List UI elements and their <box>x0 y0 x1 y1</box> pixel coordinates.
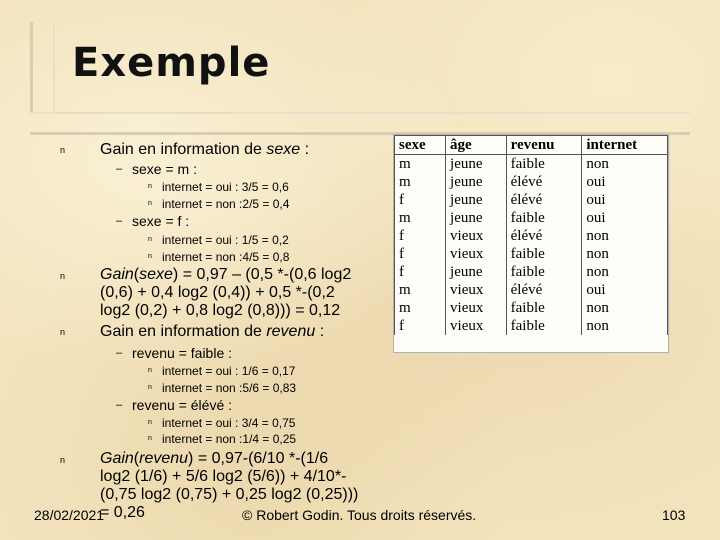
bullet-marker: n <box>148 183 152 190</box>
table-cell: jeune <box>446 173 507 191</box>
dash-marker: – <box>116 215 123 227</box>
slide-title: Exemple <box>72 40 271 86</box>
subsubitem: internet = oui : 3/5 = 0,6 <box>162 180 289 194</box>
table-cell: oui <box>582 173 668 191</box>
bullet-marker: n <box>148 236 152 243</box>
table-cell: non <box>582 245 668 263</box>
bullet-marker: n <box>60 327 66 337</box>
bullet-marker: n <box>60 271 66 281</box>
bullet-marker: n <box>148 367 152 374</box>
bullet-marker: n <box>148 419 152 426</box>
table-cell: m <box>395 155 446 174</box>
table-row <box>395 299 668 317</box>
subsubitem: internet = non :1/4 = 0,25 <box>162 432 297 446</box>
table-row <box>395 209 668 227</box>
table-header-row <box>395 136 668 155</box>
subsubitem: internet = oui : 1/5 = 0,2 <box>162 233 289 247</box>
formula-line: = 0,26 <box>100 504 145 521</box>
table-cell: jeune <box>446 263 507 281</box>
text: : <box>315 323 325 340</box>
table-cell: faible <box>506 245 582 263</box>
table-cell: f <box>395 317 446 335</box>
table-cell: f <box>395 245 446 263</box>
dash-marker: – <box>116 399 123 411</box>
fn-name: Gain <box>100 450 134 467</box>
text: Gain en information de <box>100 141 267 158</box>
table-header-cell: sexe <box>395 136 446 155</box>
table-cell: m <box>395 209 446 227</box>
subsubitem: internet = oui : 1/6 = 0,17 <box>162 364 296 378</box>
table-cell: vieux <box>446 299 507 317</box>
table-row <box>395 263 668 281</box>
table-cell: élévé <box>506 173 582 191</box>
table-row <box>395 227 668 245</box>
table-cell: f <box>395 191 446 209</box>
subsubitem: internet = oui : 3/4 = 0,75 <box>162 416 296 430</box>
formula-line: Gain(revenu) = 0,97-(6/10 *-(1/6 <box>100 450 329 467</box>
text: ) = 0,97 – (0,5 *-(0,6 log2 <box>172 266 352 283</box>
subsubitem: internet = non :4/5 = 0,8 <box>162 250 290 264</box>
table-cell: élévé <box>506 191 582 209</box>
table-row <box>395 191 668 209</box>
subsubitem: internet = non :5/6 = 0,83 <box>162 381 297 395</box>
table-row <box>395 245 668 263</box>
dash-marker: – <box>116 347 123 359</box>
decorative-bracket-vertical <box>30 22 55 112</box>
table-cell: m <box>395 281 446 299</box>
bullet-gain-sexe-formula <box>100 266 400 320</box>
table-cell: non <box>582 227 668 245</box>
formula-line: (0,6) + 0,4 log2 (0,4)) + 0,5 *-(0,2 <box>100 284 335 301</box>
bullet-marker: n <box>60 455 66 465</box>
italic-term: revenu <box>266 323 316 340</box>
table-cell: jeune <box>446 155 507 174</box>
bullet-marker: n <box>148 384 152 391</box>
subitem-revenu-eleve: revenu = élévé : <box>132 397 233 413</box>
formula-line: log2 (1/6) + 5/6 log2 (5/6)) + 4/10*- <box>100 468 347 485</box>
table-cell: non <box>582 263 668 281</box>
formula-line: Gain(sexe) = 0,97 – (0,5 *-(0,6 log2 <box>100 266 352 283</box>
table-row <box>395 173 668 191</box>
table-cell: jeune <box>446 191 507 209</box>
table-cell: non <box>582 155 668 174</box>
table-cell: vieux <box>446 227 507 245</box>
text: : <box>300 141 310 158</box>
table-cell: oui <box>582 209 668 227</box>
table-cell: faible <box>506 263 582 281</box>
footer-date: 28/02/2021 <box>34 507 105 523</box>
bullet-marker: n <box>148 253 152 260</box>
table-header-cell: internet <box>582 136 668 155</box>
dash-marker: – <box>116 163 123 175</box>
fn-name: Gain <box>100 266 134 283</box>
table-cell: vieux <box>446 317 507 335</box>
table-header-cell: âge <box>446 136 507 155</box>
table-cell: vieux <box>446 281 507 299</box>
table-cell: m <box>395 299 446 317</box>
page-number: 103 <box>662 507 686 523</box>
fn-arg: sexe <box>139 266 173 283</box>
table-row <box>395 317 668 335</box>
italic-term: sexe <box>266 141 301 158</box>
subitem-sexe-m: sexe = m : <box>132 161 197 177</box>
subitem-revenu-faible: revenu = faible : <box>132 345 233 361</box>
fn-arg: revenu <box>139 450 189 467</box>
table-cell: m <box>395 173 446 191</box>
bullet-marker: n <box>60 145 66 155</box>
formula-line: (0,75 log2 (0,75) + 0,25 log2 (0,25))) <box>100 486 359 503</box>
table-cell: faible <box>506 209 582 227</box>
text: ) = 0,97-(6/10 *-(1/6 <box>188 450 329 467</box>
table-cell: oui <box>582 281 668 299</box>
table-cell: non <box>582 317 668 335</box>
table-cell: élévé <box>506 281 582 299</box>
table-cell: oui <box>582 191 668 209</box>
table-cell: vieux <box>446 245 507 263</box>
table-cell: élévé <box>506 227 582 245</box>
formula-line: log2 (0,2) + 0,8 log2 (0,8))) = 0,12 <box>100 302 341 319</box>
table-cell: faible <box>506 299 582 317</box>
table-cell: f <box>395 227 446 245</box>
table-cell: non <box>582 299 668 317</box>
table-row <box>395 281 668 299</box>
bullet-marker: n <box>148 200 152 207</box>
table-cell: jeune <box>446 209 507 227</box>
table-header-cell: revenu <box>506 136 582 155</box>
table-row <box>395 155 668 174</box>
table-cell: f <box>395 263 446 281</box>
text: Gain en information de <box>100 323 267 340</box>
data-table <box>393 134 669 353</box>
bullet-gain-revenu-heading <box>100 323 400 341</box>
bullet-gain-sexe-heading <box>100 141 400 159</box>
decorative-bracket-horizontal <box>30 112 690 135</box>
bullet-marker: n <box>148 435 152 442</box>
table-cell: faible <box>506 155 582 174</box>
subsubitem: internet = non :2/5 = 0,4 <box>162 197 290 211</box>
subitem-sexe-f: sexe = f : <box>132 213 190 229</box>
footer-copyright: © Robert Godin. Tous droits réservés. <box>242 507 477 523</box>
table-cell: faible <box>506 317 582 335</box>
